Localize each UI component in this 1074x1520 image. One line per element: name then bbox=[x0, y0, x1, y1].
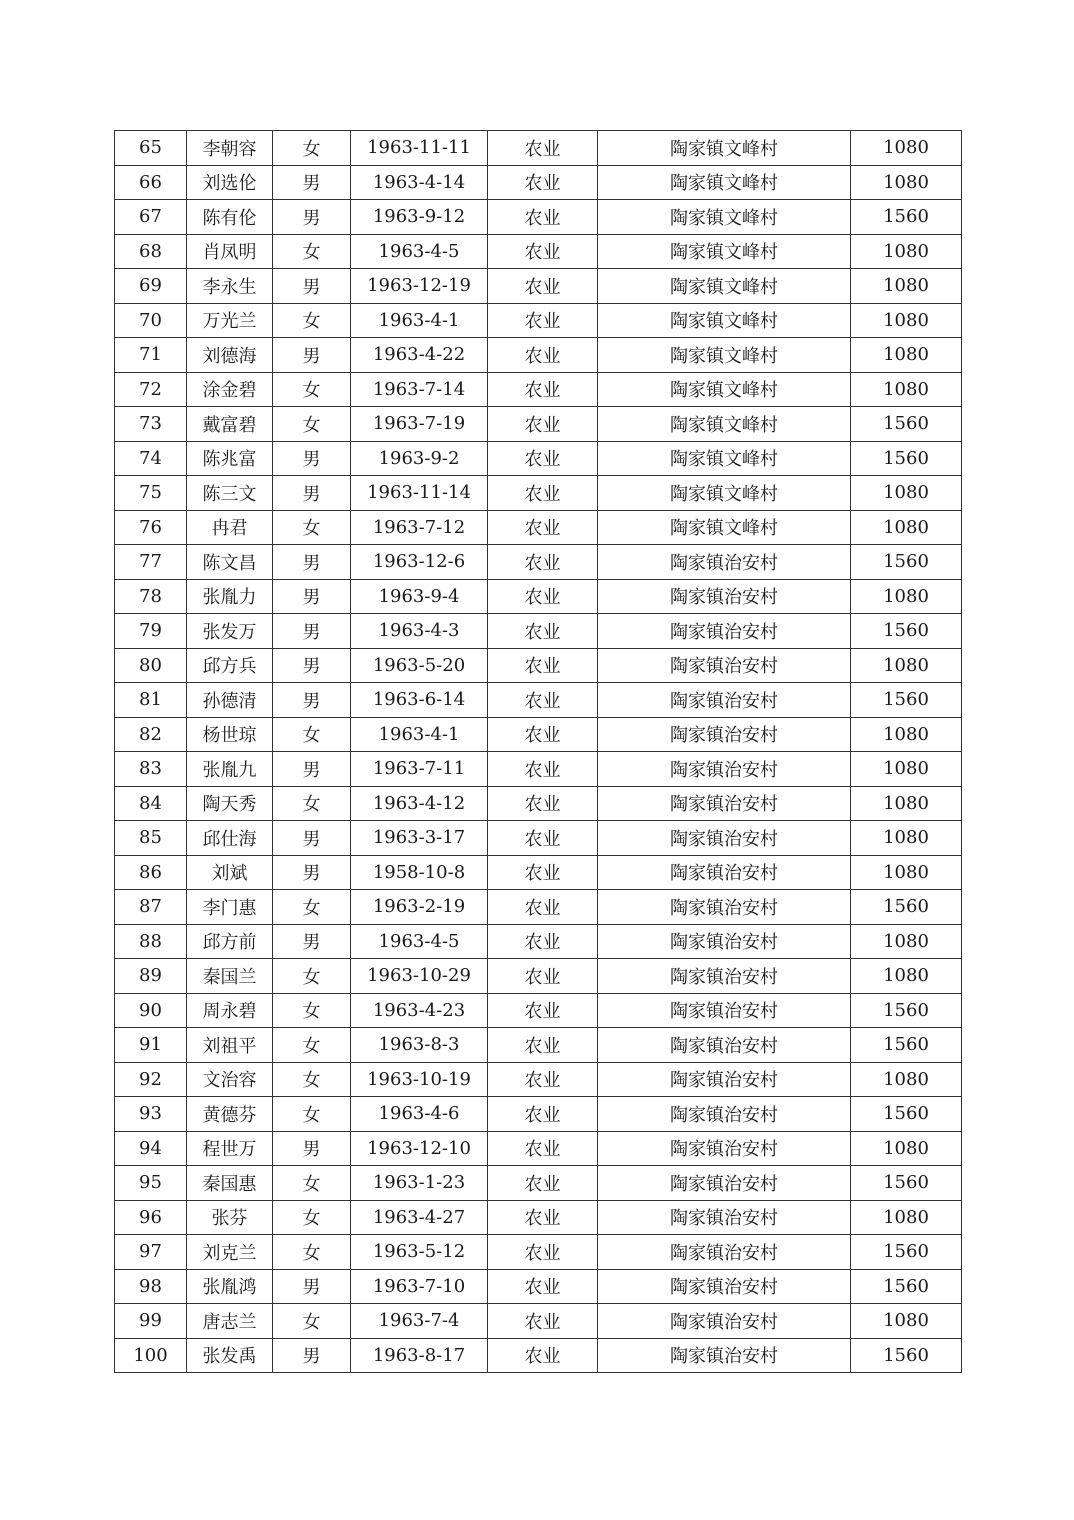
cell-number: 89 bbox=[115, 959, 187, 994]
cell-number: 66 bbox=[115, 165, 187, 200]
cell-gender: 男 bbox=[273, 1338, 351, 1373]
table-row bbox=[115, 338, 962, 373]
table-row bbox=[115, 545, 962, 580]
cell-name: 陈兆富 bbox=[187, 441, 273, 476]
cell-gender: 女 bbox=[273, 890, 351, 925]
cell-number: 79 bbox=[115, 614, 187, 649]
cell-name: 万光兰 bbox=[187, 303, 273, 338]
cell-name: 张发禹 bbox=[187, 1338, 273, 1373]
table-row bbox=[115, 821, 962, 856]
cell-birthdate: 1963-10-19 bbox=[351, 1062, 488, 1097]
table-row bbox=[115, 1028, 962, 1063]
cell-number: 98 bbox=[115, 1269, 187, 1304]
table-row bbox=[115, 510, 962, 545]
table-row bbox=[115, 1097, 962, 1132]
cell-occupation: 农业 bbox=[488, 303, 598, 338]
cell-name: 冉君 bbox=[187, 510, 273, 545]
cell-birthdate: 1963-7-12 bbox=[351, 510, 488, 545]
cell-occupation: 农业 bbox=[488, 372, 598, 407]
cell-address: 陶家镇治安村 bbox=[598, 1338, 851, 1373]
cell-birthdate: 1963-5-12 bbox=[351, 1235, 488, 1270]
cell-address: 陶家镇治安村 bbox=[598, 752, 851, 787]
cell-gender: 女 bbox=[273, 407, 351, 442]
cell-name: 邱方兵 bbox=[187, 648, 273, 683]
cell-number: 68 bbox=[115, 234, 187, 269]
cell-address: 陶家镇文峰村 bbox=[598, 200, 851, 235]
cell-occupation: 农业 bbox=[488, 614, 598, 649]
cell-amount: 1560 bbox=[851, 683, 962, 718]
cell-birthdate: 1963-4-5 bbox=[351, 234, 488, 269]
cell-birthdate: 1963-9-2 bbox=[351, 441, 488, 476]
cell-birthdate: 1958-10-8 bbox=[351, 855, 488, 890]
cell-occupation: 农业 bbox=[488, 1062, 598, 1097]
cell-address: 陶家镇治安村 bbox=[598, 1028, 851, 1063]
cell-gender: 女 bbox=[273, 1235, 351, 1270]
cell-occupation: 农业 bbox=[488, 890, 598, 925]
table-row bbox=[115, 579, 962, 614]
cell-number: 97 bbox=[115, 1235, 187, 1270]
cell-birthdate: 1963-4-12 bbox=[351, 786, 488, 821]
cell-name: 刘斌 bbox=[187, 855, 273, 890]
table-row bbox=[115, 1338, 962, 1373]
cell-gender: 女 bbox=[273, 1166, 351, 1201]
cell-name: 陶天秀 bbox=[187, 786, 273, 821]
cell-address: 陶家镇治安村 bbox=[598, 821, 851, 856]
cell-amount: 1080 bbox=[851, 855, 962, 890]
cell-address: 陶家镇文峰村 bbox=[598, 510, 851, 545]
cell-number: 95 bbox=[115, 1166, 187, 1201]
cell-address: 陶家镇治安村 bbox=[598, 545, 851, 580]
cell-amount: 1560 bbox=[851, 200, 962, 235]
cell-gender: 女 bbox=[273, 786, 351, 821]
cell-gender: 女 bbox=[273, 303, 351, 338]
cell-name: 孙德清 bbox=[187, 683, 273, 718]
cell-gender: 男 bbox=[273, 579, 351, 614]
cell-amount: 1560 bbox=[851, 441, 962, 476]
cell-occupation: 农业 bbox=[488, 1028, 598, 1063]
cell-birthdate: 1963-7-11 bbox=[351, 752, 488, 787]
cell-number: 90 bbox=[115, 993, 187, 1028]
cell-name: 刘德海 bbox=[187, 338, 273, 373]
cell-gender: 男 bbox=[273, 338, 351, 373]
cell-birthdate: 1963-4-5 bbox=[351, 924, 488, 959]
cell-birthdate: 1963-9-4 bbox=[351, 579, 488, 614]
cell-number: 65 bbox=[115, 131, 187, 166]
cell-amount: 1080 bbox=[851, 372, 962, 407]
cell-gender: 男 bbox=[273, 924, 351, 959]
cell-number: 100 bbox=[115, 1338, 187, 1373]
cell-address: 陶家镇文峰村 bbox=[598, 372, 851, 407]
cell-number: 74 bbox=[115, 441, 187, 476]
cell-amount: 1080 bbox=[851, 234, 962, 269]
cell-amount: 1080 bbox=[851, 717, 962, 752]
cell-gender: 女 bbox=[273, 510, 351, 545]
cell-gender: 女 bbox=[273, 959, 351, 994]
cell-number: 83 bbox=[115, 752, 187, 787]
cell-address: 陶家镇文峰村 bbox=[598, 165, 851, 200]
cell-address: 陶家镇文峰村 bbox=[598, 303, 851, 338]
table-row bbox=[115, 407, 962, 442]
cell-occupation: 农业 bbox=[488, 924, 598, 959]
cell-gender: 男 bbox=[273, 269, 351, 304]
cell-gender: 女 bbox=[273, 1097, 351, 1132]
cell-name: 李永生 bbox=[187, 269, 273, 304]
cell-number: 91 bbox=[115, 1028, 187, 1063]
cell-address: 陶家镇治安村 bbox=[598, 1166, 851, 1201]
cell-gender: 女 bbox=[273, 131, 351, 166]
cell-number: 87 bbox=[115, 890, 187, 925]
cell-amount: 1560 bbox=[851, 993, 962, 1028]
cell-name: 涂金碧 bbox=[187, 372, 273, 407]
table-row bbox=[115, 855, 962, 890]
cell-gender: 女 bbox=[273, 1062, 351, 1097]
cell-address: 陶家镇文峰村 bbox=[598, 269, 851, 304]
cell-number: 99 bbox=[115, 1304, 187, 1339]
cell-address: 陶家镇治安村 bbox=[598, 1131, 851, 1166]
cell-number: 94 bbox=[115, 1131, 187, 1166]
cell-name: 张胤鸿 bbox=[187, 1269, 273, 1304]
cell-gender: 男 bbox=[273, 441, 351, 476]
table-row bbox=[115, 890, 962, 925]
cell-occupation: 农业 bbox=[488, 407, 598, 442]
table-row bbox=[115, 234, 962, 269]
cell-amount: 1080 bbox=[851, 648, 962, 683]
cell-name: 刘选伦 bbox=[187, 165, 273, 200]
cell-address: 陶家镇治安村 bbox=[598, 855, 851, 890]
cell-birthdate: 1963-4-3 bbox=[351, 614, 488, 649]
cell-occupation: 农业 bbox=[488, 959, 598, 994]
cell-name: 李朝容 bbox=[187, 131, 273, 166]
cell-gender: 女 bbox=[273, 717, 351, 752]
cell-name: 程世万 bbox=[187, 1131, 273, 1166]
cell-amount: 1080 bbox=[851, 165, 962, 200]
table-row bbox=[115, 1166, 962, 1201]
cell-amount: 1080 bbox=[851, 579, 962, 614]
cell-birthdate: 1963-4-22 bbox=[351, 338, 488, 373]
cell-occupation: 农业 bbox=[488, 545, 598, 580]
cell-address: 陶家镇文峰村 bbox=[598, 234, 851, 269]
cell-occupation: 农业 bbox=[488, 269, 598, 304]
cell-birthdate: 1963-4-14 bbox=[351, 165, 488, 200]
cell-amount: 1080 bbox=[851, 924, 962, 959]
cell-address: 陶家镇治安村 bbox=[598, 1304, 851, 1339]
table-row bbox=[115, 786, 962, 821]
cell-occupation: 农业 bbox=[488, 234, 598, 269]
cell-number: 69 bbox=[115, 269, 187, 304]
cell-birthdate: 1963-4-6 bbox=[351, 1097, 488, 1132]
cell-address: 陶家镇治安村 bbox=[598, 683, 851, 718]
cell-birthdate: 1963-11-11 bbox=[351, 131, 488, 166]
cell-address: 陶家镇治安村 bbox=[598, 648, 851, 683]
cell-name: 张胤力 bbox=[187, 579, 273, 614]
cell-number: 77 bbox=[115, 545, 187, 580]
cell-birthdate: 1963-12-10 bbox=[351, 1131, 488, 1166]
table-row bbox=[115, 1304, 962, 1339]
cell-address: 陶家镇文峰村 bbox=[598, 131, 851, 166]
cell-gender: 男 bbox=[273, 545, 351, 580]
cell-name: 李门惠 bbox=[187, 890, 273, 925]
cell-occupation: 农业 bbox=[488, 752, 598, 787]
cell-occupation: 农业 bbox=[488, 441, 598, 476]
cell-amount: 1560 bbox=[851, 1166, 962, 1201]
cell-amount: 1080 bbox=[851, 1200, 962, 1235]
cell-gender: 男 bbox=[273, 1269, 351, 1304]
cell-occupation: 农业 bbox=[488, 786, 598, 821]
cell-occupation: 农业 bbox=[488, 1235, 598, 1270]
cell-name: 刘克兰 bbox=[187, 1235, 273, 1270]
cell-gender: 女 bbox=[273, 993, 351, 1028]
cell-number: 75 bbox=[115, 476, 187, 511]
cell-amount: 1560 bbox=[851, 407, 962, 442]
cell-occupation: 农业 bbox=[488, 1166, 598, 1201]
cell-amount: 1560 bbox=[851, 1097, 962, 1132]
cell-gender: 女 bbox=[273, 372, 351, 407]
cell-name: 肖凤明 bbox=[187, 234, 273, 269]
cell-occupation: 农业 bbox=[488, 648, 598, 683]
cell-birthdate: 1963-12-19 bbox=[351, 269, 488, 304]
cell-amount: 1080 bbox=[851, 1062, 962, 1097]
cell-birthdate: 1963-10-29 bbox=[351, 959, 488, 994]
cell-gender: 女 bbox=[273, 1200, 351, 1235]
cell-occupation: 农业 bbox=[488, 1338, 598, 1373]
cell-name: 陈有伦 bbox=[187, 200, 273, 235]
cell-amount: 1080 bbox=[851, 510, 962, 545]
cell-address: 陶家镇治安村 bbox=[598, 717, 851, 752]
cell-occupation: 农业 bbox=[488, 338, 598, 373]
cell-gender: 男 bbox=[273, 855, 351, 890]
cell-gender: 女 bbox=[273, 234, 351, 269]
cell-occupation: 农业 bbox=[488, 821, 598, 856]
cell-amount: 1560 bbox=[851, 1338, 962, 1373]
table-row bbox=[115, 924, 962, 959]
table-row bbox=[115, 683, 962, 718]
cell-birthdate: 1963-7-19 bbox=[351, 407, 488, 442]
cell-amount: 1080 bbox=[851, 1304, 962, 1339]
cell-name: 刘祖平 bbox=[187, 1028, 273, 1063]
cell-occupation: 农业 bbox=[488, 579, 598, 614]
cell-address: 陶家镇治安村 bbox=[598, 1200, 851, 1235]
cell-birthdate: 1963-8-17 bbox=[351, 1338, 488, 1373]
cell-gender: 女 bbox=[273, 1304, 351, 1339]
table-row bbox=[115, 1269, 962, 1304]
cell-address: 陶家镇治安村 bbox=[598, 1269, 851, 1304]
table-row bbox=[115, 959, 962, 994]
cell-amount: 1080 bbox=[851, 786, 962, 821]
cell-number: 78 bbox=[115, 579, 187, 614]
table-row bbox=[115, 717, 962, 752]
cell-name: 文治容 bbox=[187, 1062, 273, 1097]
cell-address: 陶家镇文峰村 bbox=[598, 338, 851, 373]
table-row bbox=[115, 269, 962, 304]
cell-number: 76 bbox=[115, 510, 187, 545]
roster-table bbox=[114, 130, 962, 1373]
cell-amount: 1080 bbox=[851, 959, 962, 994]
cell-occupation: 农业 bbox=[488, 1269, 598, 1304]
cell-address: 陶家镇文峰村 bbox=[598, 407, 851, 442]
cell-name: 周永碧 bbox=[187, 993, 273, 1028]
cell-name: 唐志兰 bbox=[187, 1304, 273, 1339]
cell-birthdate: 1963-6-14 bbox=[351, 683, 488, 718]
cell-address: 陶家镇治安村 bbox=[598, 959, 851, 994]
cell-number: 88 bbox=[115, 924, 187, 959]
table-row bbox=[115, 200, 962, 235]
roster-table-body bbox=[115, 131, 962, 1373]
cell-number: 92 bbox=[115, 1062, 187, 1097]
cell-birthdate: 1963-3-17 bbox=[351, 821, 488, 856]
cell-gender: 男 bbox=[273, 821, 351, 856]
cell-birthdate: 1963-9-12 bbox=[351, 200, 488, 235]
cell-amount: 1080 bbox=[851, 338, 962, 373]
cell-number: 73 bbox=[115, 407, 187, 442]
cell-occupation: 农业 bbox=[488, 200, 598, 235]
cell-number: 81 bbox=[115, 683, 187, 718]
cell-gender: 男 bbox=[273, 614, 351, 649]
cell-number: 85 bbox=[115, 821, 187, 856]
cell-birthdate: 1963-12-6 bbox=[351, 545, 488, 580]
cell-birthdate: 1963-8-3 bbox=[351, 1028, 488, 1063]
cell-birthdate: 1963-7-4 bbox=[351, 1304, 488, 1339]
cell-birthdate: 1963-7-10 bbox=[351, 1269, 488, 1304]
table-row bbox=[115, 752, 962, 787]
cell-birthdate: 1963-5-20 bbox=[351, 648, 488, 683]
cell-amount: 1560 bbox=[851, 1028, 962, 1063]
cell-gender: 男 bbox=[273, 752, 351, 787]
cell-birthdate: 1963-2-19 bbox=[351, 890, 488, 925]
cell-birthdate: 1963-4-23 bbox=[351, 993, 488, 1028]
cell-occupation: 农业 bbox=[488, 683, 598, 718]
cell-name: 张发万 bbox=[187, 614, 273, 649]
table-row bbox=[115, 441, 962, 476]
cell-occupation: 农业 bbox=[488, 1304, 598, 1339]
cell-birthdate: 1963-7-14 bbox=[351, 372, 488, 407]
cell-name: 陈三文 bbox=[187, 476, 273, 511]
cell-address: 陶家镇治安村 bbox=[598, 786, 851, 821]
table-row bbox=[115, 1131, 962, 1166]
cell-name: 戴富碧 bbox=[187, 407, 273, 442]
cell-number: 67 bbox=[115, 200, 187, 235]
cell-occupation: 农业 bbox=[488, 1131, 598, 1166]
cell-occupation: 农业 bbox=[488, 510, 598, 545]
cell-birthdate: 1963-4-1 bbox=[351, 717, 488, 752]
cell-gender: 男 bbox=[273, 476, 351, 511]
cell-number: 86 bbox=[115, 855, 187, 890]
cell-amount: 1080 bbox=[851, 752, 962, 787]
cell-amount: 1080 bbox=[851, 1131, 962, 1166]
cell-address: 陶家镇治安村 bbox=[598, 890, 851, 925]
cell-amount: 1560 bbox=[851, 890, 962, 925]
cell-amount: 1560 bbox=[851, 545, 962, 580]
cell-birthdate: 1963-4-1 bbox=[351, 303, 488, 338]
table-row bbox=[115, 1235, 962, 1270]
cell-name: 张胤九 bbox=[187, 752, 273, 787]
cell-number: 93 bbox=[115, 1097, 187, 1132]
cell-amount: 1080 bbox=[851, 131, 962, 166]
cell-address: 陶家镇治安村 bbox=[598, 993, 851, 1028]
cell-number: 71 bbox=[115, 338, 187, 373]
cell-amount: 1080 bbox=[851, 476, 962, 511]
table-row bbox=[115, 614, 962, 649]
cell-gender: 男 bbox=[273, 648, 351, 683]
table-row bbox=[115, 303, 962, 338]
cell-birthdate: 1963-1-23 bbox=[351, 1166, 488, 1201]
cell-occupation: 农业 bbox=[488, 993, 598, 1028]
cell-name: 邱方前 bbox=[187, 924, 273, 959]
cell-name: 邱仕海 bbox=[187, 821, 273, 856]
cell-birthdate: 1963-4-27 bbox=[351, 1200, 488, 1235]
table-row bbox=[115, 1062, 962, 1097]
cell-gender: 女 bbox=[273, 1028, 351, 1063]
cell-amount: 1080 bbox=[851, 821, 962, 856]
cell-occupation: 农业 bbox=[488, 717, 598, 752]
cell-number: 82 bbox=[115, 717, 187, 752]
cell-name: 秦国惠 bbox=[187, 1166, 273, 1201]
cell-number: 96 bbox=[115, 1200, 187, 1235]
cell-amount: 1560 bbox=[851, 1269, 962, 1304]
cell-occupation: 农业 bbox=[488, 165, 598, 200]
table-row bbox=[115, 993, 962, 1028]
cell-occupation: 农业 bbox=[488, 476, 598, 511]
cell-amount: 1560 bbox=[851, 1235, 962, 1270]
cell-address: 陶家镇治安村 bbox=[598, 1235, 851, 1270]
cell-gender: 男 bbox=[273, 200, 351, 235]
cell-amount: 1080 bbox=[851, 269, 962, 304]
table-row bbox=[115, 1200, 962, 1235]
table-row bbox=[115, 372, 962, 407]
cell-gender: 男 bbox=[273, 1131, 351, 1166]
cell-amount: 1080 bbox=[851, 303, 962, 338]
cell-gender: 男 bbox=[273, 165, 351, 200]
table-row bbox=[115, 648, 962, 683]
cell-amount: 1560 bbox=[851, 614, 962, 649]
cell-gender: 男 bbox=[273, 683, 351, 718]
cell-name: 陈文昌 bbox=[187, 545, 273, 580]
cell-name: 杨世琼 bbox=[187, 717, 273, 752]
cell-occupation: 农业 bbox=[488, 1097, 598, 1132]
table-row bbox=[115, 476, 962, 511]
cell-address: 陶家镇治安村 bbox=[598, 1062, 851, 1097]
cell-address: 陶家镇治安村 bbox=[598, 1097, 851, 1132]
cell-occupation: 农业 bbox=[488, 855, 598, 890]
cell-birthdate: 1963-11-14 bbox=[351, 476, 488, 511]
cell-number: 80 bbox=[115, 648, 187, 683]
table-row bbox=[115, 131, 962, 166]
cell-address: 陶家镇治安村 bbox=[598, 924, 851, 959]
cell-name: 秦国兰 bbox=[187, 959, 273, 994]
cell-occupation: 农业 bbox=[488, 131, 598, 166]
table-row bbox=[115, 165, 962, 200]
cell-number: 84 bbox=[115, 786, 187, 821]
cell-occupation: 农业 bbox=[488, 1200, 598, 1235]
cell-name: 黄德芬 bbox=[187, 1097, 273, 1132]
cell-name: 张芬 bbox=[187, 1200, 273, 1235]
cell-number: 70 bbox=[115, 303, 187, 338]
cell-address: 陶家镇文峰村 bbox=[598, 441, 851, 476]
cell-address: 陶家镇治安村 bbox=[598, 579, 851, 614]
cell-number: 72 bbox=[115, 372, 187, 407]
cell-address: 陶家镇治安村 bbox=[598, 614, 851, 649]
cell-address: 陶家镇文峰村 bbox=[598, 476, 851, 511]
